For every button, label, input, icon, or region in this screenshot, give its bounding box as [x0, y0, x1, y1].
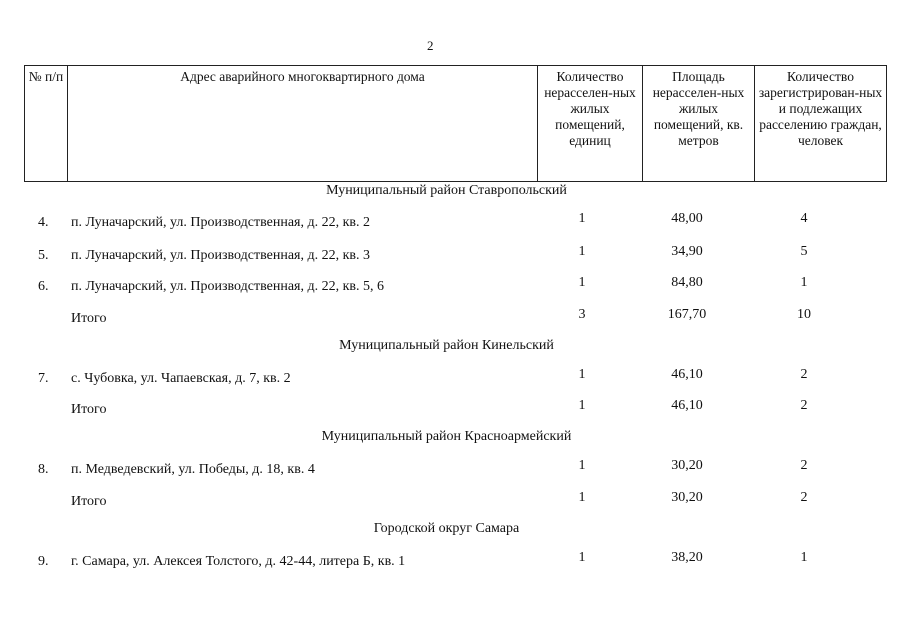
row-address: с. Чубовка, ул. Чапаевская, д. 7, кв. 2: [71, 371, 291, 386]
total-area: 46,10: [671, 398, 703, 413]
row-count: 1: [578, 275, 586, 290]
header-no: № п/п: [25, 66, 68, 182]
row-area: 48,00: [671, 211, 703, 226]
row-number: 6.: [38, 279, 49, 294]
total-row: [24, 307, 869, 331]
table-row: [24, 367, 869, 391]
header-area: Площадь нерасселен-ных жилых помещений, кв. метров: [643, 66, 755, 182]
total-row: [24, 490, 869, 514]
total-count: 1: [578, 490, 586, 505]
row-count: 1: [578, 211, 586, 226]
row-people: 2: [800, 367, 808, 382]
district-heading: Муниципальный район Красноармейский: [321, 429, 572, 444]
table-header: [24, 65, 887, 182]
row-area: 84,80: [671, 275, 703, 290]
row-number: 5.: [38, 248, 49, 263]
row-count: 1: [578, 367, 586, 382]
total-people: 10: [797, 307, 811, 322]
header-count: Количество нерасселен-ных жилых помещений, единиц: [538, 66, 643, 182]
row-count: 1: [578, 550, 586, 565]
row-address: г. Самара, ул. Алексея Толстого, д. 42-44, литера Б, кв. 1: [71, 554, 406, 569]
total-label: Итого: [71, 402, 107, 417]
total-label: Итого: [71, 494, 107, 509]
total-count: 1: [578, 398, 586, 413]
row-address: п. Луначарский, ул. Производственная, д. 22, кв. 5, 6: [71, 279, 385, 294]
row-count: 1: [578, 458, 586, 473]
row-people: 1: [800, 275, 808, 290]
header-address: Адрес аварийного многоквартирного дома: [68, 66, 538, 182]
table-row: [24, 211, 869, 235]
total-label: Итого: [71, 311, 107, 326]
row-people: 2: [800, 458, 808, 473]
row-number: 9.: [38, 554, 49, 569]
total-count: 3: [578, 307, 586, 322]
row-people: 4: [800, 211, 808, 226]
table-row: [24, 550, 869, 574]
row-area: 34,90: [671, 244, 703, 259]
table-row: [24, 458, 869, 482]
header-people: Количество зарегистрирован-ных и подлежащих расселению граждан, человек: [755, 66, 887, 182]
row-area: 38,20: [671, 550, 703, 565]
row-number: 7.: [38, 371, 49, 386]
total-row: [24, 398, 869, 422]
district-heading: Муниципальный район Ставропольский: [326, 183, 567, 198]
page-number: 2: [427, 38, 434, 53]
table-row: [24, 275, 869, 299]
total-area: 167,70: [667, 307, 707, 322]
total-people: 2: [800, 490, 808, 505]
row-area: 46,10: [671, 367, 703, 382]
row-count: 1: [578, 244, 586, 259]
row-number: 4.: [38, 215, 49, 230]
row-people: 1: [800, 550, 808, 565]
total-people: 2: [800, 398, 808, 413]
row-address: п. Луначарский, ул. Производственная, д. 22, кв. 3: [71, 248, 371, 263]
row-number: 8.: [38, 462, 49, 477]
total-area: 30,20: [671, 490, 703, 505]
table-row: [24, 244, 869, 268]
row-address: п. Медведевский, ул. Победы, д. 18, кв. 4: [71, 462, 315, 477]
row-people: 5: [800, 244, 808, 259]
row-area: 30,20: [671, 458, 703, 473]
row-address: п. Луначарский, ул. Производственная, д. 22, кв. 2: [71, 215, 371, 230]
district-heading: Городской округ Самара: [373, 521, 520, 536]
district-heading: Муниципальный район Кинельский: [339, 338, 554, 353]
